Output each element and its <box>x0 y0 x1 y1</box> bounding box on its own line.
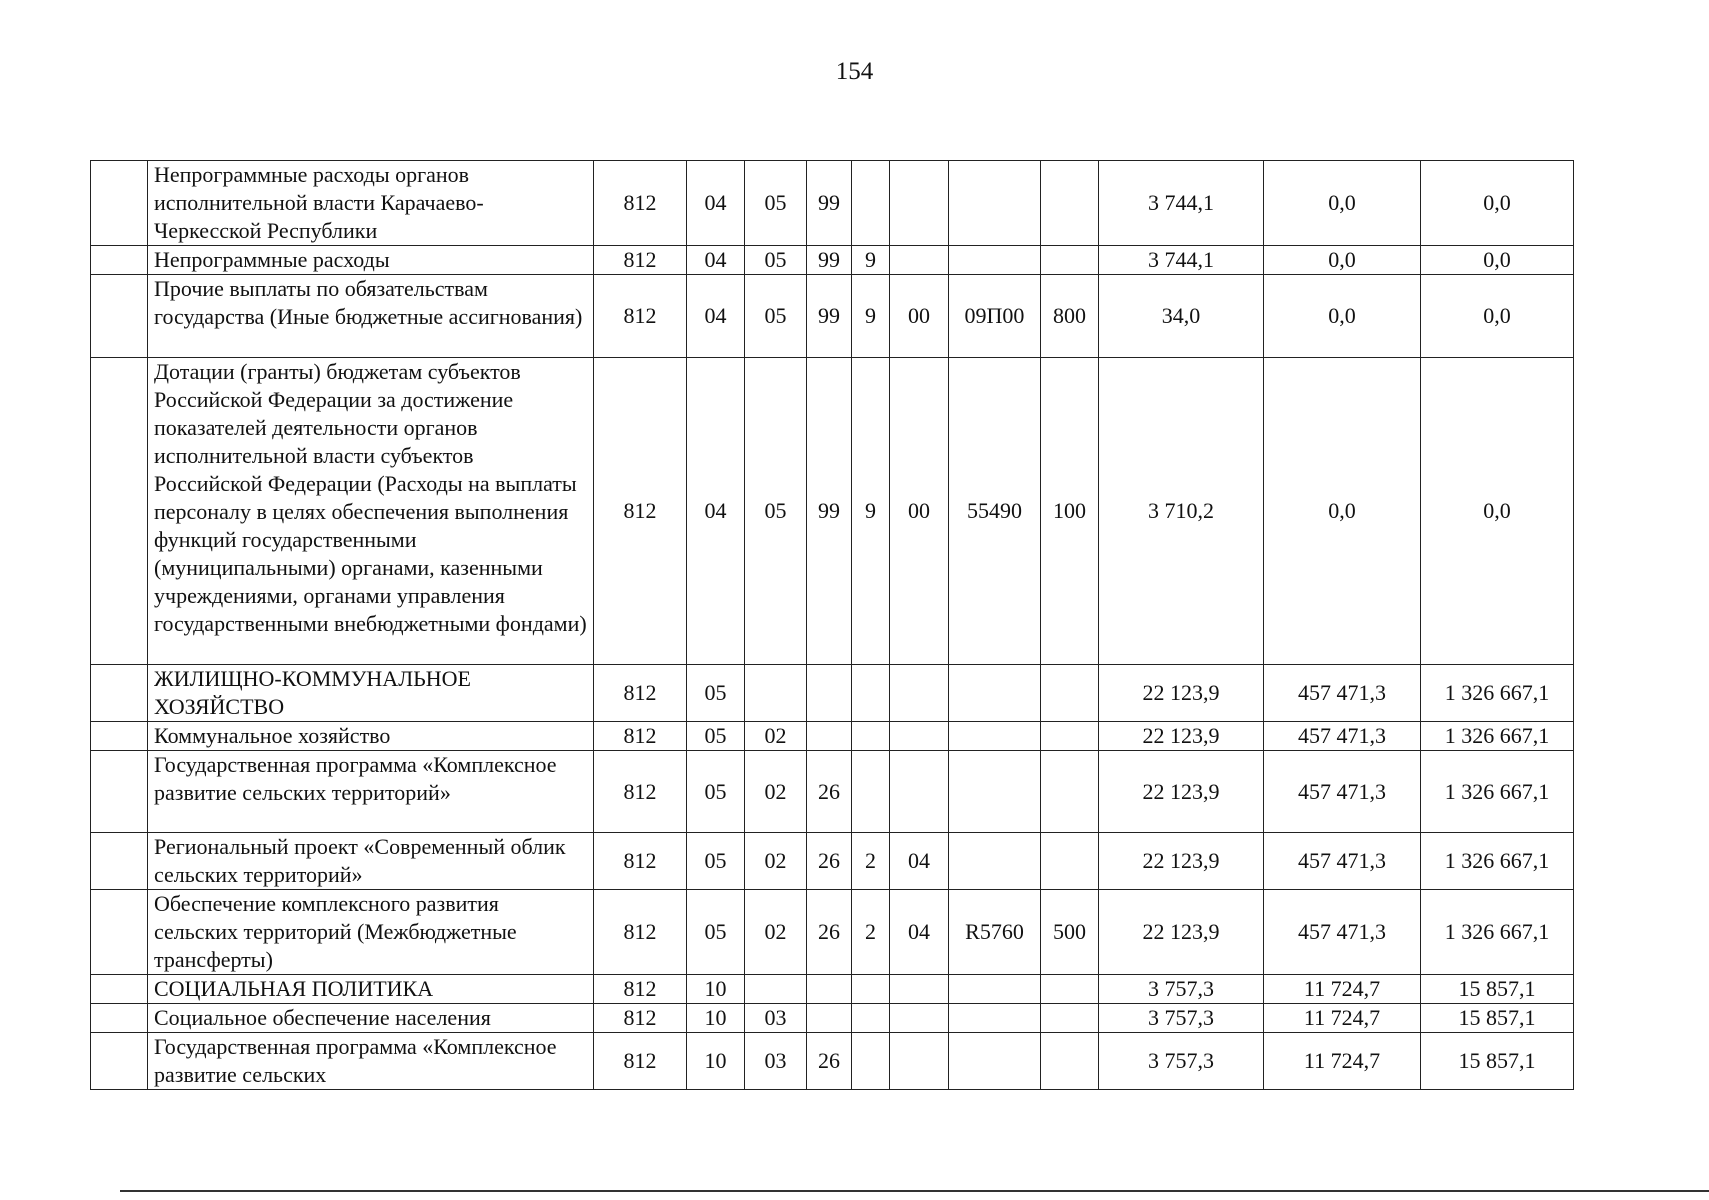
row-c5-cell <box>852 665 890 722</box>
row-v3-cell: 15 857,1 <box>1421 1033 1574 1090</box>
table-row <box>91 833 1574 890</box>
row-c1-cell: 812 <box>594 161 687 246</box>
row-v2-cell: 457 471,3 <box>1264 665 1421 722</box>
row-c6-cell <box>890 751 949 833</box>
row-c3-cell: 02 <box>745 890 807 975</box>
row-c3-cell: 05 <box>745 275 807 358</box>
row-c8-cell <box>1041 722 1099 751</box>
table-row <box>91 665 1574 722</box>
row-index-cell <box>91 358 148 665</box>
row-v2-cell: 457 471,3 <box>1264 890 1421 975</box>
row-c4-cell: 26 <box>807 890 852 975</box>
row-v1-cell: 34,0 <box>1099 275 1264 358</box>
row-c1-cell: 812 <box>594 1033 687 1090</box>
row-v3-cell: 1 326 667,1 <box>1421 890 1574 975</box>
table-row <box>91 1004 1574 1033</box>
row-name-cell: ЖИЛИЩНО-КОММУНАЛЬНОЕ ХОЗЯЙСТВО <box>148 665 594 722</box>
row-c8-cell <box>1041 246 1099 275</box>
row-v3-cell: 1 326 667,1 <box>1421 833 1574 890</box>
row-c3-cell: 02 <box>745 751 807 833</box>
row-c4-cell <box>807 975 852 1004</box>
row-c1-cell: 812 <box>594 665 687 722</box>
row-c6-cell <box>890 1033 949 1090</box>
row-c4-cell: 26 <box>807 751 852 833</box>
row-c2-cell: 04 <box>687 358 745 665</box>
row-index-cell <box>91 246 148 275</box>
row-index-cell <box>91 1004 148 1033</box>
row-v2-cell: 457 471,3 <box>1264 751 1421 833</box>
row-v2-cell: 11 724,7 <box>1264 975 1421 1004</box>
row-c4-cell: 99 <box>807 161 852 246</box>
row-name-cell: Региональный проект «Современный облик сельских территорий» <box>148 833 594 890</box>
row-c6-cell <box>890 161 949 246</box>
row-c4-cell: 99 <box>807 275 852 358</box>
row-c1-cell: 812 <box>594 833 687 890</box>
row-v3-cell: 1 326 667,1 <box>1421 665 1574 722</box>
row-c4-cell: 99 <box>807 246 852 275</box>
table-row <box>91 975 1574 1004</box>
row-c6-cell: 04 <box>890 833 949 890</box>
row-v3-cell: 1 326 667,1 <box>1421 751 1574 833</box>
row-c1-cell: 812 <box>594 246 687 275</box>
table-row <box>91 161 1574 246</box>
table-row <box>91 358 1574 665</box>
row-v1-cell: 3 744,1 <box>1099 161 1264 246</box>
row-c3-cell <box>745 975 807 1004</box>
row-v2-cell: 0,0 <box>1264 275 1421 358</box>
row-c3-cell: 02 <box>745 833 807 890</box>
row-v3-cell: 0,0 <box>1421 161 1574 246</box>
table-row <box>91 275 1574 358</box>
row-c3-cell: 03 <box>745 1004 807 1033</box>
row-c8-cell <box>1041 1033 1099 1090</box>
row-c5-cell: 2 <box>852 833 890 890</box>
row-name-cell: Непрограммные расходы органов исполнительной власти Карачаево-Черкесской Республики <box>148 161 594 246</box>
row-c4-cell <box>807 1004 852 1033</box>
row-c2-cell: 05 <box>687 722 745 751</box>
row-name-cell: Социальное обеспечение населения <box>148 1004 594 1033</box>
row-c3-cell: 05 <box>745 246 807 275</box>
row-c5-cell <box>852 161 890 246</box>
row-c3-cell <box>745 665 807 722</box>
row-c3-cell: 05 <box>745 358 807 665</box>
row-c2-cell: 05 <box>687 890 745 975</box>
row-c7-cell <box>949 833 1041 890</box>
row-index-cell <box>91 1033 148 1090</box>
row-c2-cell: 05 <box>687 665 745 722</box>
row-c5-cell: 9 <box>852 358 890 665</box>
table-row <box>91 1033 1574 1090</box>
row-c7-cell: 09П00 <box>949 275 1041 358</box>
row-c1-cell: 812 <box>594 722 687 751</box>
row-c7-cell <box>949 246 1041 275</box>
row-index-cell <box>91 890 148 975</box>
row-name-cell: Коммунальное хозяйство <box>148 722 594 751</box>
row-v2-cell: 0,0 <box>1264 246 1421 275</box>
row-c8-cell <box>1041 665 1099 722</box>
bottom-rule <box>120 1190 1709 1192</box>
row-c7-cell <box>949 975 1041 1004</box>
row-c6-cell <box>890 1004 949 1033</box>
row-index-cell <box>91 975 148 1004</box>
table-row <box>91 751 1574 833</box>
row-c1-cell: 812 <box>594 890 687 975</box>
row-v1-cell: 3 757,3 <box>1099 975 1264 1004</box>
row-c6-cell <box>890 722 949 751</box>
row-v3-cell: 0,0 <box>1421 358 1574 665</box>
row-v3-cell: 0,0 <box>1421 275 1574 358</box>
row-c6-cell: 00 <box>890 275 949 358</box>
row-c1-cell: 812 <box>594 975 687 1004</box>
row-v2-cell: 11 724,7 <box>1264 1004 1421 1033</box>
row-v2-cell: 457 471,3 <box>1264 722 1421 751</box>
row-c5-cell <box>852 722 890 751</box>
row-v1-cell: 22 123,9 <box>1099 722 1264 751</box>
row-v1-cell: 3 744,1 <box>1099 246 1264 275</box>
row-c6-cell: 00 <box>890 358 949 665</box>
row-v1-cell: 3 757,3 <box>1099 1033 1264 1090</box>
row-c3-cell: 03 <box>745 1033 807 1090</box>
row-v1-cell: 3 757,3 <box>1099 1004 1264 1033</box>
row-v3-cell: 15 857,1 <box>1421 1004 1574 1033</box>
row-v1-cell: 22 123,9 <box>1099 833 1264 890</box>
row-c7-cell <box>949 751 1041 833</box>
row-name-cell: Прочие выплаты по обязательствам государства (Иные бюджетные ассигнования) <box>148 275 594 358</box>
row-c1-cell: 812 <box>594 751 687 833</box>
row-index-cell <box>91 665 148 722</box>
row-index-cell <box>91 161 148 246</box>
row-c2-cell: 10 <box>687 1033 745 1090</box>
row-c7-cell: 55490 <box>949 358 1041 665</box>
row-c5-cell: 2 <box>852 890 890 975</box>
row-c5-cell <box>852 975 890 1004</box>
row-c6-cell: 04 <box>890 890 949 975</box>
row-name-cell: Обеспечение комплексного развития сельских территорий (Межбюджетные трансферты) <box>148 890 594 975</box>
row-c1-cell: 812 <box>594 1004 687 1033</box>
row-name-cell: Непрограммные расходы <box>148 246 594 275</box>
table-row <box>91 890 1574 975</box>
row-v1-cell: 22 123,9 <box>1099 665 1264 722</box>
row-v2-cell: 11 724,7 <box>1264 1033 1421 1090</box>
row-c5-cell <box>852 751 890 833</box>
row-c4-cell: 26 <box>807 1033 852 1090</box>
row-c8-cell: 100 <box>1041 358 1099 665</box>
row-c2-cell: 05 <box>687 833 745 890</box>
row-name-cell: Государственная программа «Комплексное развитие сельских территорий» <box>148 751 594 833</box>
row-c2-cell: 10 <box>687 1004 745 1033</box>
row-c3-cell: 05 <box>745 161 807 246</box>
budget-table <box>90 160 1574 1090</box>
row-c4-cell: 99 <box>807 358 852 665</box>
row-c1-cell: 812 <box>594 275 687 358</box>
row-c8-cell: 500 <box>1041 890 1099 975</box>
row-c8-cell <box>1041 833 1099 890</box>
row-c7-cell <box>949 161 1041 246</box>
row-c1-cell: 812 <box>594 358 687 665</box>
row-c5-cell <box>852 1004 890 1033</box>
row-c2-cell: 05 <box>687 751 745 833</box>
row-c7-cell: R5760 <box>949 890 1041 975</box>
row-v1-cell: 22 123,9 <box>1099 890 1264 975</box>
row-c6-cell <box>890 975 949 1004</box>
row-v1-cell: 22 123,9 <box>1099 751 1264 833</box>
row-c4-cell <box>807 665 852 722</box>
row-c2-cell: 04 <box>687 246 745 275</box>
table-row <box>91 246 1574 275</box>
row-v1-cell: 3 710,2 <box>1099 358 1264 665</box>
row-c8-cell: 800 <box>1041 275 1099 358</box>
row-c4-cell <box>807 722 852 751</box>
row-c2-cell: 04 <box>687 161 745 246</box>
row-index-cell <box>91 275 148 358</box>
row-c4-cell: 26 <box>807 833 852 890</box>
table-row <box>91 722 1574 751</box>
row-c5-cell: 9 <box>852 246 890 275</box>
row-v2-cell: 0,0 <box>1264 358 1421 665</box>
row-v3-cell: 1 326 667,1 <box>1421 722 1574 751</box>
row-v2-cell: 457 471,3 <box>1264 833 1421 890</box>
row-name-cell: Дотации (гранты) бюджетам субъектов Российской Федерации за достижение показателей деятельности органов исполнительной власти субъектов Российской Федерации (Расходы на выплаты персоналу в целях обеспечения выполнения функций государственными (муниципальными) органами, казенными учреждениями, органами управления государственными внебюджетными фондами) <box>148 358 594 665</box>
row-c6-cell <box>890 246 949 275</box>
row-index-cell <box>91 833 148 890</box>
page-number: 154 <box>835 58 874 85</box>
row-c8-cell <box>1041 975 1099 1004</box>
row-c7-cell <box>949 665 1041 722</box>
table-body <box>91 161 1574 1090</box>
row-index-cell <box>91 722 148 751</box>
row-c2-cell: 04 <box>687 275 745 358</box>
row-c6-cell <box>890 665 949 722</box>
row-name-cell: СОЦИАЛЬНАЯ ПОЛИТИКА <box>148 975 594 1004</box>
row-v3-cell: 0,0 <box>1421 246 1574 275</box>
row-c5-cell: 9 <box>852 275 890 358</box>
row-c3-cell: 02 <box>745 722 807 751</box>
row-name-cell: Государственная программа «Комплексное развитие сельских <box>148 1033 594 1090</box>
row-v3-cell: 15 857,1 <box>1421 975 1574 1004</box>
row-c2-cell: 10 <box>687 975 745 1004</box>
row-c8-cell <box>1041 161 1099 246</box>
row-c7-cell <box>949 1033 1041 1090</box>
row-c7-cell <box>949 722 1041 751</box>
row-c5-cell <box>852 1033 890 1090</box>
row-c8-cell <box>1041 751 1099 833</box>
row-c8-cell <box>1041 1004 1099 1033</box>
row-index-cell <box>91 751 148 833</box>
row-v2-cell: 0,0 <box>1264 161 1421 246</box>
row-c7-cell <box>949 1004 1041 1033</box>
